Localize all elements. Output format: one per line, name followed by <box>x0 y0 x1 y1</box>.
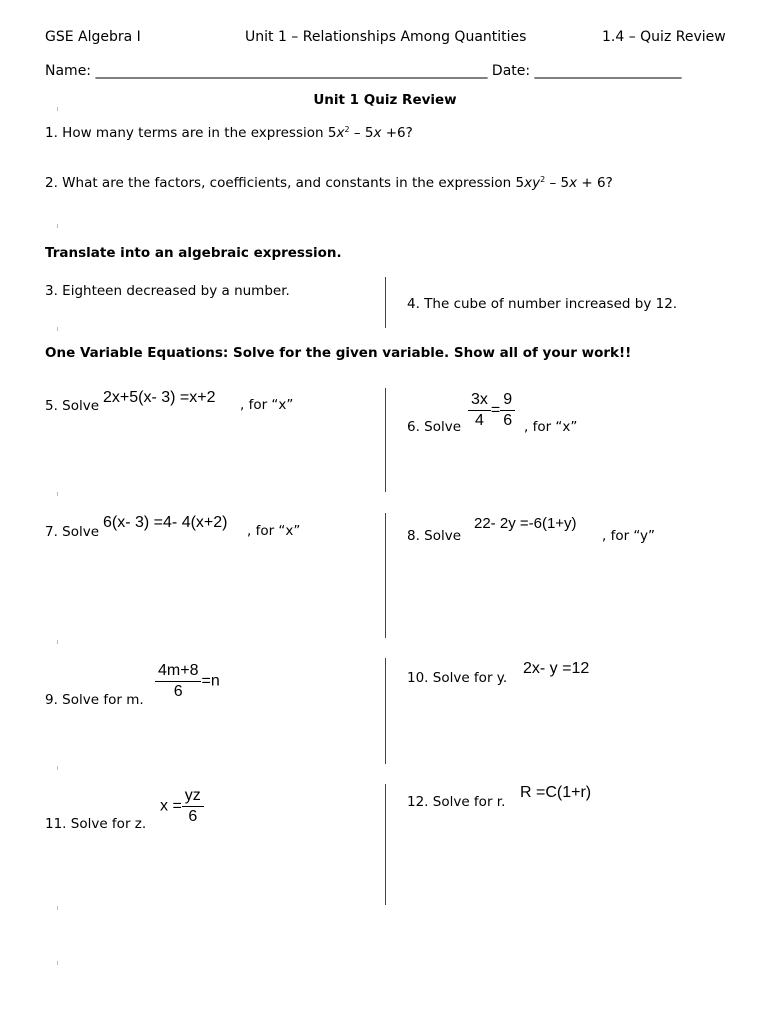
name-date-line: Name: ________________________________________________________ Date: _____________________ <box>45 63 682 79</box>
column-divider <box>385 513 386 638</box>
question-8-suffix: , for “y” <box>602 528 655 544</box>
question-1: 1. How many terms are in the expression $5x^2 - 5x +6$? <box>45 125 413 141</box>
question-5-equation: 2x+5(x- 3) =x+2 <box>103 389 216 406</box>
unit-title: Unit 1 – Relationships Among Quantities <box>245 29 527 45</box>
question-4: 4. The cube of number increased by 12. <box>407 296 678 312</box>
question-5-label: 5. Solve <box>45 398 100 414</box>
question-12-equation: R =C(1+r) <box>520 784 592 801</box>
faint-mark <box>57 224 58 228</box>
question-10-label: 10. Solve for y. <box>407 670 508 686</box>
column-divider <box>385 784 386 905</box>
fraction: $\frac{4m+8}{6}$ <box>155 661 201 702</box>
question-11-equation: x = $\frac{yz}{6}$ <box>160 786 204 827</box>
faint-mark <box>57 766 58 770</box>
question-8-equation: 22- 2y =-6(1+y) <box>474 515 577 532</box>
question-7-suffix: , for “x” <box>247 523 301 539</box>
question-6-label: 6. Solve <box>407 419 462 435</box>
faint-mark <box>57 906 58 910</box>
column-divider <box>385 658 386 764</box>
question-11-label: 11. Solve for z. <box>45 816 147 832</box>
page-title: Unit 1 Quiz Review <box>313 92 457 108</box>
lesson-title: 1.4 – Quiz Review <box>602 29 726 45</box>
question-9-equation: $\frac{4m+8}{6}$ =n <box>155 661 220 702</box>
section-heading-translate: Translate into an algebraic expression. <box>45 245 342 261</box>
question-12-label: 12. Solve for r. <box>407 794 506 810</box>
question-2: 2. What are the factors, coefficients, and constants in the expression $5xy^2 - 5x + 6$? <box>45 175 613 191</box>
question-9-label: 9. Solve for m. <box>45 692 144 708</box>
question-7-label: 7. Solve <box>45 524 100 540</box>
question-10-equation: 2x- y =12 <box>523 660 590 677</box>
fraction: $\frac{9}{6}$ <box>500 390 515 431</box>
fraction: $\frac{3x}{4}$ <box>468 390 491 431</box>
faint-mark <box>57 492 58 496</box>
faint-mark <box>57 327 58 331</box>
question-7-equation: 6(x- 3) =4- 4(x+2) <box>103 514 228 531</box>
faint-mark <box>57 640 58 644</box>
question-5-suffix: , for “x” <box>240 397 294 413</box>
column-divider <box>385 277 386 328</box>
faint-mark <box>57 107 58 111</box>
question-8-label: 8. Solve <box>407 528 462 544</box>
section-heading-equations: One Variable Equations: Solve for the given variable. Show all of your work!! <box>45 345 632 361</box>
column-divider <box>385 388 386 492</box>
fraction: $\frac{yz}{6}$ <box>182 786 204 827</box>
course-name: GSE Algebra I <box>45 29 141 45</box>
question-3: 3. Eighteen decreased by a number. <box>45 283 290 299</box>
faint-mark <box>57 961 58 965</box>
question-6-equation: $\frac{3x}{4}$ = $\frac{9}{6}$ <box>468 390 515 431</box>
question-6-suffix: , for “x” <box>524 419 578 435</box>
